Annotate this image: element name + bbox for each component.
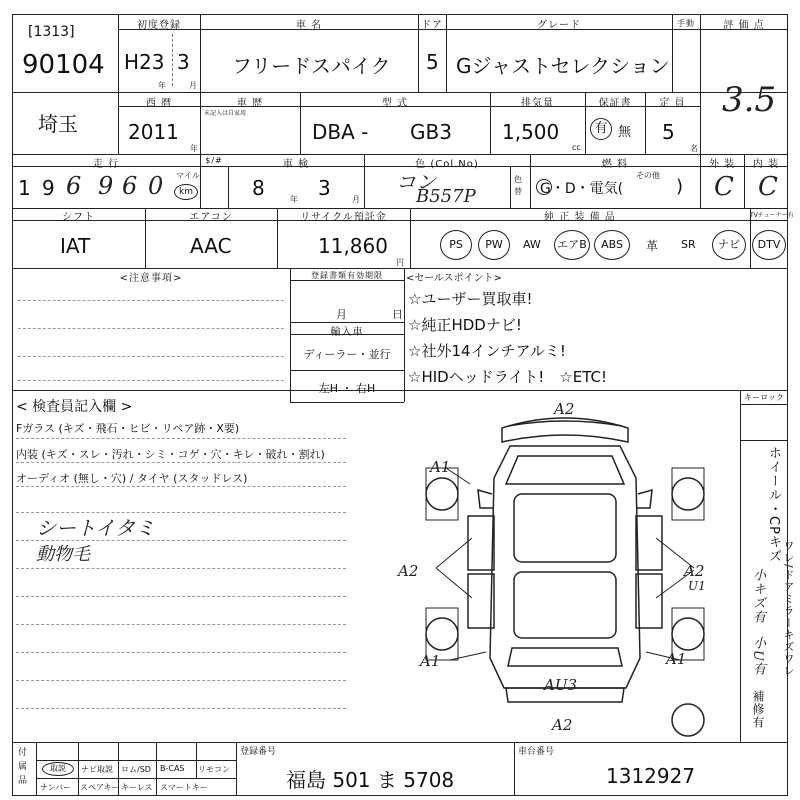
car-damage-diagram: [390, 398, 740, 742]
lot-number: 90104: [22, 50, 105, 80]
accessory-bcas: B-CAS: [160, 764, 185, 773]
western-year-label: 西 暦: [145, 98, 173, 109]
car-name: フリードスパイク: [232, 54, 391, 78]
color-change-label: 色替: [514, 175, 522, 196]
warranty-yes: 有: [590, 118, 612, 140]
fuel-label: 燃 料: [601, 159, 629, 170]
equip-airbag: エアB: [554, 230, 590, 260]
warranty-label: 保証書: [598, 98, 632, 109]
accessory-manual: 取説: [42, 762, 74, 776]
inspection-year: 8: [252, 176, 265, 200]
grade-label: グレード: [537, 20, 581, 31]
door-label: ドア: [421, 20, 443, 31]
registration-number: 福島 501 ま 5708: [286, 768, 455, 792]
inspector-line-glass: Fガラス (キズ・飛石・ヒビ・リペア跡・X要): [16, 422, 240, 435]
equip-leather: 革: [646, 239, 659, 253]
manual-label: 手動: [677, 19, 695, 28]
side-note-4: 小U有: [750, 636, 765, 676]
mark-left-front: A1: [430, 458, 451, 476]
equip-sunroof: SR: [681, 238, 696, 251]
mileage-digit-3: 6: [66, 172, 82, 200]
equip-abs: ABS: [594, 230, 630, 260]
score-label: 評 価 点: [723, 20, 765, 31]
inspection-label: 車 検: [282, 159, 310, 170]
first-reg-month: 3: [177, 50, 190, 74]
sales-point-2: ☆純正HDDナビ!: [408, 316, 522, 334]
inspection-year-unit: 年: [290, 195, 298, 204]
western-year: 2011: [128, 120, 179, 144]
side-note-5: 補修有: [751, 690, 765, 729]
keylock-label: キーロック: [744, 393, 784, 402]
displacement-value: 1,500: [502, 120, 560, 144]
footer-side-label: 付属品: [18, 748, 28, 786]
interior-value: C: [758, 172, 778, 202]
accessory-spare-key: スペアキー: [80, 783, 120, 792]
side-note-3: 小キズ有: [750, 568, 765, 624]
aircon-label: エアコン: [189, 212, 233, 223]
mileage-digit-6: 0: [148, 172, 164, 200]
mileage-digit-1: 1: [18, 176, 31, 200]
displacement-label: 排気量: [521, 98, 554, 109]
handwritten-note-1: シートイタミ: [36, 516, 155, 540]
mark-front: A2: [554, 400, 575, 418]
chassis-label: 車台番号: [518, 747, 555, 757]
mark-left-side: A2: [398, 562, 419, 580]
accessory-rom-sd: ロム/SD: [121, 765, 151, 774]
docs-expiry-title: 登録書類有効期限: [311, 271, 383, 280]
color-name: コン: [396, 170, 436, 194]
model-label: 型 式: [381, 98, 409, 109]
body-outline-shape: [490, 446, 640, 688]
car-name-label: 車 名: [295, 20, 323, 31]
interior-label: 内 装: [752, 159, 780, 170]
handwritten-note-2: 動物毛: [36, 544, 90, 565]
history-note: 未記入は自家用: [204, 110, 247, 117]
exterior-label: 外 装: [708, 159, 736, 170]
accessory-keyless: キーレス: [121, 783, 153, 792]
fuel-other-label: その他: [636, 171, 660, 180]
history-label: 車 歴: [236, 98, 264, 109]
mileage-digit-4: 9: [98, 172, 114, 200]
lot-code: [1313]: [28, 24, 75, 40]
aircon-value: AAC: [190, 234, 232, 258]
sales-point-4: ☆HIDヘッドライト! ☆ETC!: [408, 368, 607, 386]
accessory-smart-key: スマートキー: [160, 783, 208, 792]
mile-unit: マイル: [176, 171, 200, 180]
first-reg-label: 初度登録: [137, 20, 181, 31]
mark-rear-bumper: AU3: [544, 676, 578, 694]
side-note-2: ワレ/ドアミラーキズワレ: [782, 540, 795, 677]
registration-label: 登録番号: [240, 747, 277, 757]
color-number: B557P: [416, 186, 476, 207]
equip-pw: PW: [478, 230, 510, 260]
sales-point-1: ☆ユーザー買取車!: [408, 290, 533, 308]
fuel-options: G・D・電気(: [540, 181, 624, 197]
yen-unit: 円: [396, 258, 404, 267]
equip-ps: PS: [440, 230, 472, 260]
inspector-title: < 検査員記入欄 >: [16, 399, 133, 415]
shift-value: IAT: [60, 234, 91, 258]
mark-right-side-u: U1: [688, 579, 706, 593]
mileage-note: $/#: [205, 156, 223, 165]
docs-day: 日: [392, 308, 403, 321]
inspector-line-audio: オーディオ (無し・穴) / タイヤ (スタッドレス): [16, 472, 248, 485]
steering-side: 左H ・ 右H: [318, 382, 376, 395]
model-code: GB3: [410, 120, 452, 144]
equipment-label: 純 正 装 備 品: [544, 212, 616, 223]
dealer-parallel: ディーラー・並行: [303, 348, 391, 361]
accessory-number: ナンバー: [40, 783, 72, 792]
mark-rear: A2: [552, 716, 573, 734]
docs-month: 月: [336, 308, 347, 321]
mileage-label: 走 行: [92, 159, 120, 170]
mark-left-rear: A1: [420, 652, 441, 670]
sales-title: <セールスポイント>: [406, 273, 502, 284]
side-note-1: ホイール・CPキズ: [766, 446, 781, 563]
fuel-close: ): [676, 176, 684, 197]
grade-value: Gジャストセレクション: [456, 54, 670, 78]
capacity-label: 定 員: [659, 98, 686, 109]
sales-point-3: ☆社外14インチアルミ!: [408, 342, 566, 360]
capacity-value: 5: [662, 120, 675, 144]
exterior-value: C: [714, 172, 734, 202]
equip-dtv: DTV: [752, 230, 786, 260]
km-unit: km: [174, 184, 198, 200]
mark-right-side: A2: [684, 562, 705, 580]
mileage-digit-5: 6: [122, 172, 138, 200]
shift-label: シフト: [62, 212, 95, 223]
inspection-month-unit: 月: [352, 195, 360, 204]
capacity-unit: 名: [690, 144, 698, 153]
cc-unit: cc: [572, 143, 581, 152]
inspection-month: 3: [318, 176, 331, 200]
equip-aw: AW: [523, 238, 541, 251]
accessory-navi-manual: ナビ取説: [81, 765, 113, 774]
first-reg-month-unit: 月: [189, 81, 197, 90]
mark-right-rear: A1: [666, 650, 687, 668]
tuner-label: TVチューナー有: [750, 212, 794, 219]
western-year-unit: 年: [190, 144, 198, 153]
inspector-line-interior: 内装 (キズ・スレ・汚れ・シミ・コゲ・穴・キレ・破れ・割れ): [16, 448, 325, 461]
chassis-number: 1312927: [606, 764, 696, 788]
recycle-label: リサイクル預託金: [300, 212, 387, 223]
equip-navi: ナビ: [712, 230, 746, 260]
score-value: 3.5: [722, 80, 777, 120]
model-prefix: DBA -: [312, 120, 369, 144]
first-reg-year: H23: [124, 50, 165, 74]
caution-title: <注意事項>: [119, 273, 183, 284]
warranty-no: 無: [618, 125, 632, 140]
region: 埼玉: [38, 112, 78, 136]
recycle-value: 11,860: [318, 234, 388, 258]
first-reg-year-unit: 年: [158, 81, 166, 90]
import-title: 輸入車: [330, 327, 364, 338]
color-label: 色 (Col.No): [415, 159, 479, 170]
mileage-digit-2: 9: [42, 176, 55, 200]
accessory-remote: リモコン: [198, 765, 230, 774]
door-count: 5: [426, 50, 439, 74]
